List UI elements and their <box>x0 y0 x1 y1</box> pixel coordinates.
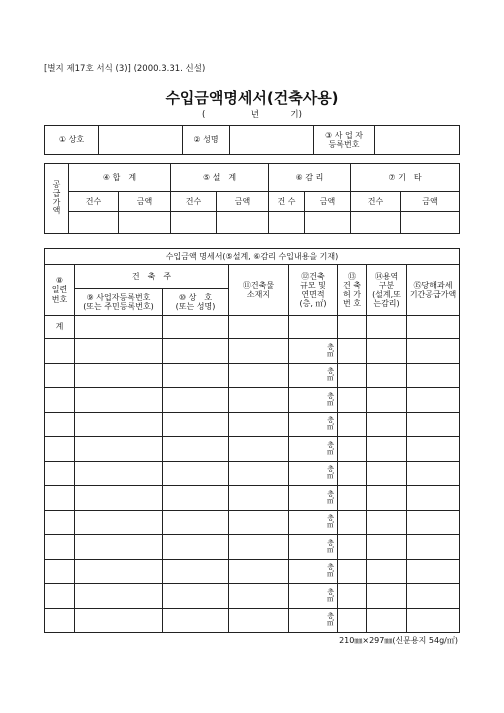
unit-area-label: ㎡ <box>327 594 334 603</box>
detail-cell[interactable] <box>45 363 75 388</box>
unit-floor-label: 층 <box>327 391 334 400</box>
amount-header: 금액 <box>217 192 269 212</box>
client-company-header: ⑩ 상 호 (또는 성명) <box>163 289 229 316</box>
sum-field[interactable] <box>75 316 163 339</box>
sum-label: 계 <box>45 316 75 339</box>
table-row <box>45 388 460 413</box>
detail-cell[interactable] <box>163 486 229 511</box>
detail-cell[interactable] <box>45 608 75 633</box>
client-bizno-header: ⑨ 사업자등록번호 (또는 주민등록번호) <box>75 289 163 316</box>
detail-cell[interactable] <box>338 339 367 364</box>
detail-cell[interactable] <box>407 339 460 364</box>
detail-cell[interactable] <box>367 363 407 388</box>
detail-cell[interactable] <box>45 584 75 609</box>
design-count-field[interactable] <box>171 212 217 234</box>
detail-cell[interactable] <box>163 437 229 462</box>
count-header: 건수 <box>171 192 217 212</box>
count-header: 건수 <box>69 192 119 212</box>
unit-floor-label: 층 <box>327 416 334 425</box>
scale-cell[interactable] <box>289 363 338 388</box>
detail-cell[interactable] <box>75 584 163 609</box>
detail-cell[interactable] <box>163 339 229 364</box>
detail-cell[interactable] <box>407 412 460 437</box>
unit-area-label: ㎡ <box>327 374 334 383</box>
detail-cell[interactable] <box>229 412 289 437</box>
unit-area-label: ㎡ <box>327 398 334 407</box>
detail-cell[interactable] <box>367 437 407 462</box>
detail-cell[interactable] <box>367 535 407 560</box>
business-info-table <box>44 125 460 155</box>
detail-cell[interactable] <box>75 461 163 486</box>
sum-field[interactable] <box>367 316 407 339</box>
unit-floor-label: 층 <box>327 563 334 572</box>
serial-header: ⑧ 일련 번호 <box>45 265 75 316</box>
unit-floor-label: 층 <box>327 587 334 596</box>
detail-cell[interactable] <box>367 388 407 413</box>
detail-cell[interactable] <box>338 412 367 437</box>
detail-cell[interactable] <box>338 510 367 535</box>
unit-area-label: ㎡ <box>327 545 334 554</box>
detail-cell[interactable] <box>75 363 163 388</box>
detail-cell[interactable] <box>407 437 460 462</box>
detail-cell[interactable] <box>45 412 75 437</box>
detail-cell[interactable] <box>163 388 229 413</box>
sum-field[interactable] <box>407 316 460 339</box>
unit-floor-label: 층 <box>327 612 334 621</box>
detail-cell[interactable] <box>75 388 163 413</box>
table-row <box>45 608 460 633</box>
scale-cell[interactable] <box>289 486 338 511</box>
detail-cell[interactable] <box>75 486 163 511</box>
unit-area-label: ㎡ <box>327 521 334 530</box>
detail-section-title: 수입금액 명세서(⑤설계, ⑥감리 수입내용을 기재) <box>45 249 460 265</box>
unit-area-label: ㎡ <box>327 570 334 579</box>
detail-cell[interactable] <box>338 486 367 511</box>
unit-area-label: ㎡ <box>327 619 334 628</box>
table-row <box>45 339 460 364</box>
detail-cell[interactable] <box>75 535 163 560</box>
unit-floor-label: 층 <box>327 367 334 376</box>
detail-cell[interactable] <box>338 388 367 413</box>
detail-cell[interactable] <box>75 339 163 364</box>
form-number-note: [별지 제17호 서식 (3)] (2000.3.31. 신설) <box>44 64 206 74</box>
period-close: 기) <box>290 110 302 120</box>
scale-cell[interactable] <box>289 437 338 462</box>
detail-cell[interactable] <box>45 535 75 560</box>
detail-cell[interactable] <box>75 608 163 633</box>
other-count-field[interactable] <box>351 212 401 234</box>
detail-cell[interactable] <box>338 437 367 462</box>
sum-field[interactable] <box>338 316 367 339</box>
detail-cell[interactable] <box>163 608 229 633</box>
detail-cell[interactable] <box>367 559 407 584</box>
paper-spec-note: 210㎜×297㎜(신문용지 54g/㎡) <box>339 636 458 645</box>
detail-cell[interactable] <box>407 461 460 486</box>
period-open: ( <box>202 110 206 120</box>
detail-cell[interactable] <box>338 461 367 486</box>
unit-area-label: ㎡ <box>327 447 334 456</box>
permit-header: ⑬ 건 축 허 가 번 호 <box>338 265 367 316</box>
detail-cell[interactable] <box>229 461 289 486</box>
supply-side-label: 공 급 가 액 <box>45 164 69 234</box>
group-design: ⑤ 설 계 <box>171 164 269 192</box>
unit-floor-label: 층 <box>327 342 334 351</box>
detail-cell[interactable] <box>338 535 367 560</box>
scale-cell[interactable] <box>289 559 338 584</box>
total-amount-field[interactable] <box>119 212 171 234</box>
form-period <box>0 108 504 120</box>
detail-cell[interactable] <box>229 608 289 633</box>
supervision-count-field[interactable] <box>269 212 305 234</box>
client-group-header: 건 축 주 <box>75 265 229 289</box>
bizno-label: ③ 사 업 자 등록번호 <box>314 126 375 155</box>
scale-cell[interactable] <box>289 388 338 413</box>
service-type-header: ⑭용역 구분 (설계,또 는감리) <box>367 265 407 316</box>
detail-cell[interactable] <box>45 559 75 584</box>
sum-field[interactable] <box>229 316 289 339</box>
detail-cell[interactable] <box>163 412 229 437</box>
table-row <box>45 363 460 388</box>
detail-cell[interactable] <box>407 608 460 633</box>
table-row <box>45 584 460 609</box>
table-row <box>45 510 460 535</box>
detail-cell[interactable] <box>229 486 289 511</box>
detail-cell[interactable] <box>367 608 407 633</box>
name-field[interactable] <box>230 126 314 155</box>
company-field[interactable] <box>99 126 183 155</box>
count-header: 건 수 <box>269 192 305 212</box>
supervision-amount-field[interactable] <box>305 212 351 234</box>
period-year-label: 년 <box>250 110 259 120</box>
detail-cell[interactable] <box>229 535 289 560</box>
detail-cell[interactable] <box>163 535 229 560</box>
detail-cell[interactable] <box>338 584 367 609</box>
detail-cell[interactable] <box>407 535 460 560</box>
detail-cell[interactable] <box>367 412 407 437</box>
design-amount-field[interactable] <box>217 212 269 234</box>
detail-cell[interactable] <box>163 510 229 535</box>
amount-header: 금액 <box>119 192 171 212</box>
sum-field[interactable] <box>163 316 229 339</box>
bizno-field[interactable] <box>375 126 460 155</box>
detail-cell[interactable] <box>367 584 407 609</box>
detail-cell[interactable] <box>367 510 407 535</box>
detail-cell[interactable] <box>45 461 75 486</box>
company-label: ① 상호 <box>45 126 99 155</box>
unit-area-label: ㎡ <box>327 472 334 481</box>
scale-cell[interactable] <box>289 608 338 633</box>
location-header: ⑪건축물 소재지 <box>229 265 289 316</box>
detail-cell[interactable] <box>45 510 75 535</box>
detail-cell[interactable] <box>338 608 367 633</box>
detail-cell[interactable] <box>45 437 75 462</box>
unit-floor-label: 층 <box>327 489 334 498</box>
unit-area-label: ㎡ <box>327 349 334 358</box>
detail-cell[interactable] <box>407 363 460 388</box>
scale-cell[interactable] <box>289 584 338 609</box>
detail-cell[interactable] <box>75 559 163 584</box>
group-total: ④ 합 계 <box>69 164 171 192</box>
detail-cell[interactable] <box>229 363 289 388</box>
unit-floor-label: 층 <box>327 514 334 523</box>
table-row <box>45 412 460 437</box>
detail-cell[interactable] <box>367 339 407 364</box>
detail-cell[interactable] <box>338 559 367 584</box>
supply-amount-header: ⑮당해과세 기간공급가액 <box>407 265 460 316</box>
group-supervision: ⑥ 감 리 <box>269 164 351 192</box>
detail-cell[interactable] <box>229 388 289 413</box>
scale-cell[interactable] <box>289 339 338 364</box>
scale-header: ⑫건축 규모 및 연면적 (층, ㎡) <box>289 265 338 316</box>
detail-cell[interactable] <box>229 584 289 609</box>
revenue-detail-table <box>44 248 460 633</box>
detail-cell[interactable] <box>229 510 289 535</box>
detail-cell[interactable] <box>45 339 75 364</box>
unit-floor-label: 층 <box>327 465 334 474</box>
table-row <box>45 461 460 486</box>
detail-cell[interactable] <box>229 339 289 364</box>
name-label: ② 성명 <box>183 126 230 155</box>
sum-field[interactable] <box>289 316 338 339</box>
scale-cell[interactable] <box>289 535 338 560</box>
detail-cell[interactable] <box>163 461 229 486</box>
form-title: 수입금액명세서(건축사용) <box>165 89 339 107</box>
scale-cell[interactable] <box>289 461 338 486</box>
detail-cell[interactable] <box>45 486 75 511</box>
detail-cell[interactable] <box>229 437 289 462</box>
other-amount-field[interactable] <box>401 212 460 234</box>
detail-cell[interactable] <box>163 584 229 609</box>
unit-floor-label: 층 <box>327 538 334 547</box>
detail-cell[interactable] <box>407 510 460 535</box>
detail-cell[interactable] <box>407 559 460 584</box>
table-row <box>45 535 460 560</box>
table-row <box>45 437 460 462</box>
amount-header: 금액 <box>305 192 351 212</box>
supply-amount-table <box>44 163 460 234</box>
detail-cell[interactable] <box>75 437 163 462</box>
unit-area-label: ㎡ <box>327 423 334 432</box>
table-row <box>45 486 460 511</box>
detail-cell[interactable] <box>338 363 367 388</box>
detail-cell[interactable] <box>75 510 163 535</box>
table-row <box>45 559 460 584</box>
scale-cell[interactable] <box>289 510 338 535</box>
group-other: ⑦ 기 타 <box>351 164 460 192</box>
scale-cell[interactable] <box>289 412 338 437</box>
detail-cell[interactable] <box>45 388 75 413</box>
unit-area-label: ㎡ <box>327 496 334 505</box>
count-header: 건수 <box>351 192 401 212</box>
total-count-field[interactable] <box>69 212 119 234</box>
detail-cell[interactable] <box>367 461 407 486</box>
detail-cell[interactable] <box>229 559 289 584</box>
detail-cell[interactable] <box>75 412 163 437</box>
detail-cell[interactable] <box>163 559 229 584</box>
detail-cell[interactable] <box>407 388 460 413</box>
unit-floor-label: 층 <box>327 440 334 449</box>
detail-cell[interactable] <box>163 363 229 388</box>
detail-cell[interactable] <box>407 584 460 609</box>
detail-cell[interactable] <box>367 486 407 511</box>
amount-header: 금액 <box>401 192 460 212</box>
detail-cell[interactable] <box>407 486 460 511</box>
